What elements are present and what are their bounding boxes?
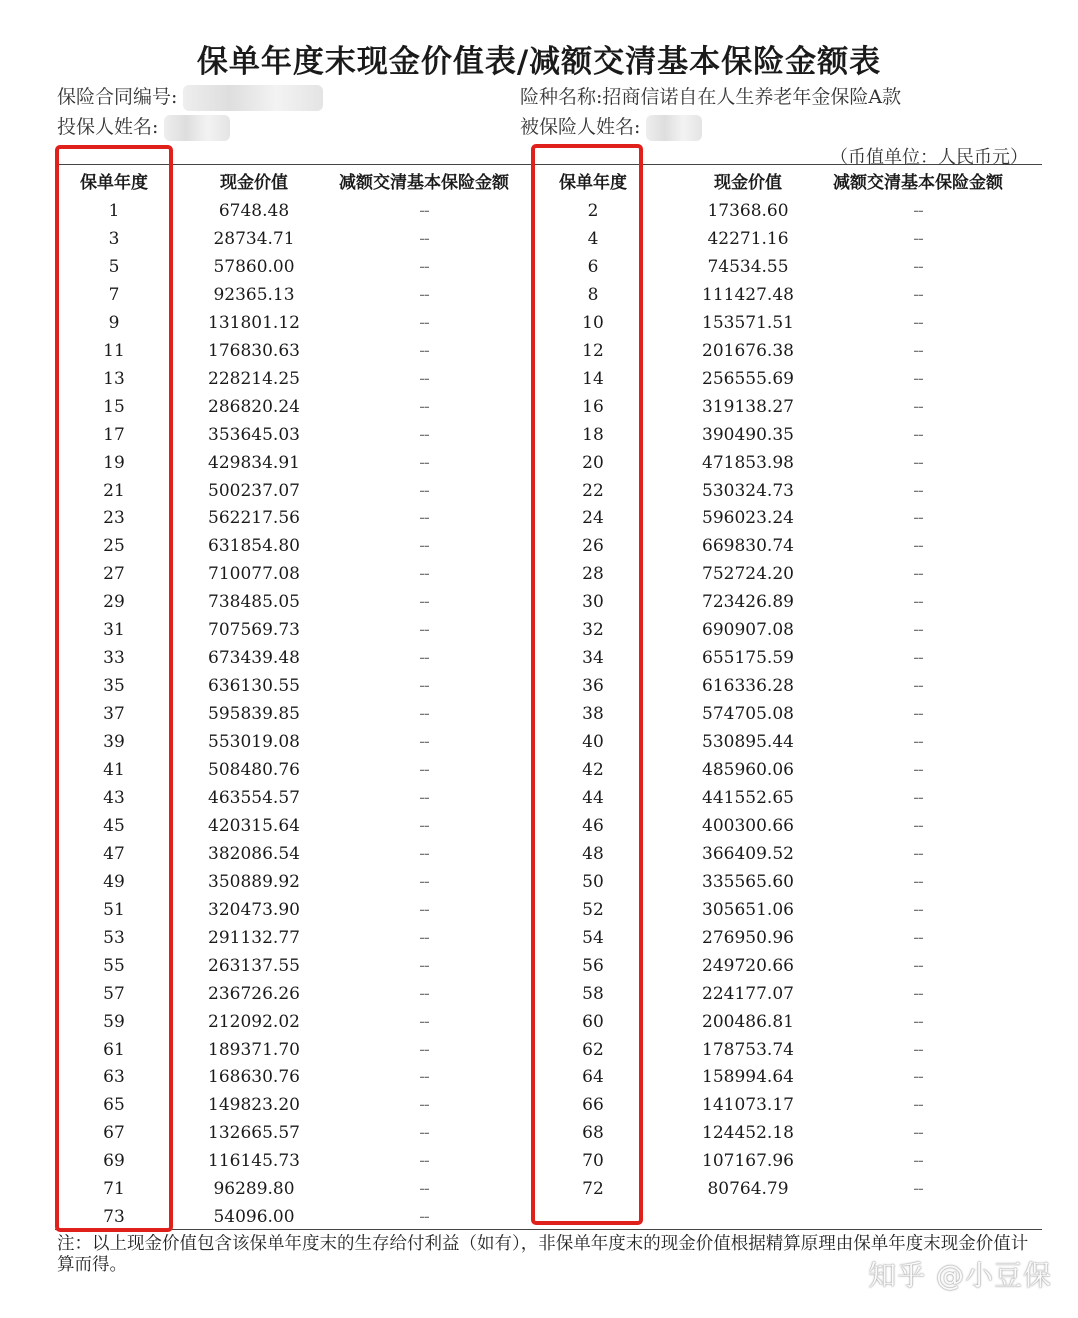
- right-cash-value-cell: 596023.24: [702, 508, 794, 529]
- right-cash-value-cell: 723426.89: [702, 592, 794, 613]
- right-cash-value-cell: 752724.20: [702, 564, 794, 585]
- left-reduced-amount-cell: --: [419, 1067, 429, 1088]
- left-policy-year-cell: 59: [103, 1011, 125, 1032]
- left-policy-year-cell: 1: [108, 201, 120, 221]
- right-reduced-amount-cell: --: [913, 396, 923, 417]
- left-policy-year-cell: 61: [103, 1039, 125, 1060]
- right-cash-value-cell: 201676.38: [702, 340, 794, 361]
- left-reduced-amount-cell: --: [419, 508, 429, 529]
- left-cash-value-cell: 286820.24: [208, 396, 300, 417]
- right-policy-year-cell: 6: [587, 256, 599, 277]
- right-reduced-amount-cell: --: [913, 676, 923, 697]
- left-policy-year-cell: 9: [108, 312, 120, 333]
- left-reduced-amount-cell: --: [419, 1039, 429, 1060]
- left-policy-year-cell: 55: [103, 955, 125, 976]
- header-year-right: 保单年度: [559, 173, 627, 193]
- right-policy-year-cell: 54: [582, 927, 604, 948]
- left-policy-year-cell: 37: [103, 704, 125, 725]
- left-reduced-amount-cell: --: [419, 480, 429, 501]
- left-reduced-amount-cell: --: [419, 927, 429, 948]
- right-policy-year-cell: 22: [582, 480, 604, 501]
- product-value: 招商信诺自在人生养老年金保险A款: [602, 86, 902, 108]
- right-reduced-amount-cell: --: [913, 368, 923, 389]
- left-reduced-amount-cell: --: [419, 592, 429, 613]
- right-policy-year-cell: 8: [587, 284, 599, 305]
- left-reduced-amount-cell: --: [419, 1011, 429, 1032]
- left-policy-year-cell: 17: [103, 424, 125, 445]
- redacted-insured: [646, 115, 702, 141]
- left-reduced-amount-cell: --: [419, 787, 429, 808]
- left-policy-year-cell: 47: [103, 843, 125, 864]
- contract-no-row: [57, 82, 323, 111]
- left-cash-value-cell: 631854.80: [208, 536, 300, 557]
- currency-unit: （币值单位：人民币元）: [830, 147, 1028, 168]
- left-reduced-amount-cell: --: [419, 843, 429, 864]
- left-reduced-amount-cell: --: [419, 620, 429, 641]
- right-cash-value-cell: 530324.73: [702, 480, 794, 501]
- right-reduced-amount-cell: --: [913, 732, 923, 753]
- left-cash-value-cell: 636130.55: [208, 676, 300, 697]
- right-reduced-amount-cell: --: [913, 424, 923, 445]
- left-reduced-amount-cell: --: [419, 760, 429, 780]
- right-policy-year-cell: 12: [582, 340, 604, 361]
- left-cash-value-cell: 149823.20: [208, 1095, 300, 1116]
- right-policy-year-cell: 50: [582, 871, 604, 892]
- right-reduced-amount-cell: --: [913, 648, 923, 669]
- right-policy-year-cell: 68: [582, 1123, 604, 1144]
- left-cash-value-cell: 131801.12: [208, 312, 300, 333]
- header-reduced-right: 减额交清基本保险金额: [833, 173, 1003, 193]
- left-policy-year-cell: 73: [103, 1207, 125, 1228]
- left-policy-year-cell: 29: [103, 592, 125, 613]
- right-reduced-amount-cell: --: [913, 760, 923, 780]
- left-cash-value-cell: 500237.07: [208, 480, 300, 501]
- left-reduced-amount-cell: --: [419, 564, 429, 585]
- left-cash-value-cell: 320473.90: [208, 899, 300, 920]
- left-policy-year-cell: 31: [103, 620, 125, 641]
- right-policy-year-cell: 64: [582, 1067, 604, 1088]
- left-policy-year-cell: 57: [103, 983, 125, 1004]
- left-reduced-amount-cell: --: [419, 815, 429, 836]
- left-cash-value-cell: 353645.03: [208, 424, 300, 445]
- left-cash-value-cell: 28734.71: [213, 228, 295, 249]
- left-cash-value-cell: 96289.80: [213, 1179, 295, 1200]
- right-reduced-amount-cell: --: [913, 620, 923, 641]
- right-reduced-amount-cell: --: [913, 1179, 923, 1200]
- left-cash-value-cell: 236726.26: [208, 983, 300, 1004]
- left-reduced-amount-cell: --: [419, 368, 429, 389]
- left-reduced-amount-cell: --: [419, 284, 429, 305]
- left-cash-value-cell: 132665.57: [208, 1123, 300, 1144]
- right-policy-year-cell: 26: [582, 536, 604, 557]
- left-reduced-amount-cell: --: [419, 340, 429, 361]
- redacted-contract-no: [183, 85, 323, 111]
- left-reduced-amount-cell: --: [419, 256, 429, 277]
- redacted-policyholder: [164, 115, 230, 141]
- left-reduced-amount-cell: --: [419, 871, 429, 892]
- right-policy-year-cell: 58: [582, 983, 604, 1004]
- watermark: 知乎 @小豆保: [868, 1259, 1052, 1292]
- left-cash-value-cell: 176830.63: [208, 340, 300, 361]
- right-policy-year-cell: 18: [582, 424, 604, 445]
- right-policy-year-cell: 24: [582, 508, 604, 529]
- right-cash-value-cell: 178753.74: [702, 1039, 794, 1060]
- right-cash-value-cell: 574705.08: [702, 704, 794, 725]
- left-policy-year-cell: 13: [103, 368, 125, 389]
- header-cash-left: 现金价值: [220, 173, 288, 193]
- insured-label: 被保险人姓名:: [520, 116, 641, 138]
- right-reduced-amount-cell: --: [913, 592, 923, 613]
- right-cash-value-cell: 305651.06: [702, 899, 794, 920]
- right-cash-value-cell: 153571.51: [702, 312, 794, 333]
- left-policy-year-cell: 19: [103, 452, 125, 473]
- right-policy-year-cell: 30: [582, 592, 604, 613]
- right-cash-value-cell: 530895.44: [702, 732, 794, 753]
- left-policy-year-cell: 39: [103, 732, 125, 753]
- left-reduced-amount-cell: --: [419, 312, 429, 333]
- left-cash-value-cell: 57860.00: [213, 256, 295, 277]
- right-policy-year-cell: 40: [582, 732, 604, 753]
- product-label: 险种名称:: [520, 86, 603, 108]
- right-cash-value-cell: 17368.60: [707, 201, 789, 221]
- right-reduced-amount-cell: --: [913, 927, 923, 948]
- left-policy-year-cell: 65: [103, 1095, 125, 1116]
- left-policy-year-cell: 23: [103, 508, 125, 529]
- right-policy-year-cell: 32: [582, 620, 604, 641]
- header-year-left: 保单年度: [80, 173, 148, 193]
- left-policy-year-cell: 15: [103, 396, 125, 417]
- left-cash-value-cell: 168630.76: [208, 1067, 300, 1088]
- left-policy-year-cell: 35: [103, 676, 125, 697]
- left-policy-year-cell: 27: [103, 564, 125, 585]
- left-cash-value-cell: 673439.48: [208, 648, 300, 669]
- right-reduced-amount-cell: --: [913, 284, 923, 305]
- right-reduced-amount-cell: --: [913, 228, 923, 249]
- left-reduced-amount-cell: --: [419, 1179, 429, 1200]
- right-cash-value-cell: 158994.64: [702, 1067, 794, 1088]
- left-policy-year-cell: 25: [103, 536, 125, 557]
- right-reduced-amount-cell: --: [913, 955, 923, 976]
- right-policy-year-cell: 46: [582, 815, 604, 836]
- highlight-box-left: [55, 145, 173, 1232]
- right-cash-value-cell: 74534.55: [707, 256, 789, 277]
- right-policy-year-cell: 38: [582, 704, 604, 725]
- right-policy-year-cell: 66: [582, 1095, 604, 1116]
- left-reduced-amount-cell: --: [419, 732, 429, 753]
- header-cash-right: 现金价值: [714, 173, 782, 193]
- left-reduced-amount-cell: --: [419, 201, 429, 221]
- right-policy-year-cell: 72: [582, 1179, 604, 1200]
- right-cash-value-cell: 400300.66: [702, 815, 794, 836]
- right-policy-year-cell: 34: [582, 648, 604, 669]
- right-cash-value-cell: 690907.08: [702, 620, 794, 641]
- left-reduced-amount-cell: --: [419, 648, 429, 669]
- right-policy-year-cell: 36: [582, 676, 604, 697]
- left-policy-year-cell: 45: [103, 815, 125, 836]
- right-cash-value-cell: 669830.74: [702, 536, 794, 557]
- right-cash-value-cell: 441552.65: [702, 787, 794, 808]
- left-reduced-amount-cell: --: [419, 1151, 429, 1172]
- left-policy-year-cell: 53: [103, 927, 125, 948]
- left-policy-year-cell: 33: [103, 648, 125, 669]
- right-policy-year-cell: 10: [582, 312, 604, 333]
- right-reduced-amount-cell: --: [913, 508, 923, 529]
- right-policy-year-cell: 2: [587, 201, 599, 221]
- left-cash-value-cell: 6748.48: [218, 201, 290, 221]
- left-policy-year-cell: 43: [103, 787, 125, 808]
- left-policy-year-cell: 51: [103, 899, 125, 920]
- product-row: [520, 82, 901, 109]
- left-reduced-amount-cell: --: [419, 676, 429, 697]
- left-cash-value-cell: 710077.08: [208, 564, 300, 585]
- right-reduced-amount-cell: --: [913, 480, 923, 501]
- right-reduced-amount-cell: --: [913, 787, 923, 808]
- left-cash-value-cell: 562217.56: [208, 508, 300, 529]
- right-reduced-amount-cell: --: [913, 843, 923, 864]
- right-cash-value-cell: 200486.81: [702, 1011, 794, 1032]
- right-reduced-amount-cell: --: [913, 871, 923, 892]
- left-cash-value-cell: 212092.02: [208, 1011, 300, 1032]
- left-policy-year-cell: 5: [108, 256, 120, 277]
- left-policy-year-cell: 63: [103, 1067, 125, 1088]
- right-reduced-amount-cell: --: [913, 536, 923, 557]
- right-cash-value-cell: 224177.07: [702, 983, 794, 1004]
- right-reduced-amount-cell: --: [913, 1151, 923, 1172]
- left-policy-year-cell: 3: [108, 228, 120, 249]
- right-cash-value-cell: 616336.28: [702, 676, 794, 697]
- left-reduced-amount-cell: --: [419, 1207, 429, 1228]
- left-cash-value-cell: 707569.73: [208, 620, 300, 641]
- right-policy-year-cell: 20: [582, 452, 604, 473]
- right-cash-value-cell: 249720.66: [702, 955, 794, 976]
- left-reduced-amount-cell: --: [419, 536, 429, 557]
- left-cash-value-cell: 228214.25: [208, 368, 300, 389]
- left-reduced-amount-cell: --: [419, 1095, 429, 1116]
- right-cash-value-cell: 80764.79: [707, 1179, 789, 1200]
- right-cash-value-cell: 485960.06: [702, 760, 794, 780]
- left-reduced-amount-cell: --: [419, 1123, 429, 1144]
- right-reduced-amount-cell: --: [913, 564, 923, 585]
- right-reduced-amount-cell: --: [913, 1067, 923, 1088]
- left-reduced-amount-cell: --: [419, 228, 429, 249]
- right-policy-year-cell: 62: [582, 1039, 604, 1060]
- right-reduced-amount-cell: --: [913, 983, 923, 1004]
- left-cash-value-cell: 429834.91: [208, 452, 300, 473]
- left-cash-value-cell: 508480.76: [208, 760, 300, 780]
- left-reduced-amount-cell: --: [419, 899, 429, 920]
- right-cash-value-cell: 335565.60: [702, 871, 794, 892]
- right-policy-year-cell: 48: [582, 843, 604, 864]
- left-reduced-amount-cell: --: [419, 424, 429, 445]
- left-cash-value-cell: 463554.57: [208, 787, 300, 808]
- left-reduced-amount-cell: --: [419, 452, 429, 473]
- right-cash-value-cell: 107167.96: [702, 1151, 794, 1172]
- left-policy-year-cell: 71: [103, 1179, 125, 1200]
- right-policy-year-cell: 52: [582, 899, 604, 920]
- contract-no-label: 保险合同编号:: [57, 86, 178, 108]
- left-cash-value-cell: 738485.05: [208, 592, 300, 613]
- right-policy-year-cell: 16: [582, 396, 604, 417]
- highlight-box-right: [531, 144, 643, 1225]
- insured-row: [520, 112, 702, 141]
- left-cash-value-cell: 553019.08: [208, 732, 300, 753]
- left-cash-value-cell: 92365.13: [213, 284, 295, 305]
- right-policy-year-cell: 44: [582, 787, 604, 808]
- left-policy-year-cell: 11: [103, 340, 125, 361]
- right-reduced-amount-cell: --: [913, 1039, 923, 1060]
- right-reduced-amount-cell: --: [913, 1011, 923, 1032]
- right-cash-value-cell: 471853.98: [702, 452, 794, 473]
- right-cash-value-cell: 256555.69: [702, 368, 794, 389]
- right-policy-year-cell: 60: [582, 1011, 604, 1032]
- right-reduced-amount-cell: --: [913, 256, 923, 277]
- right-cash-value-cell: 276950.96: [702, 927, 794, 948]
- right-cash-value-cell: 319138.27: [702, 396, 794, 417]
- left-policy-year-cell: 67: [103, 1123, 125, 1144]
- right-policy-year-cell: 70: [582, 1151, 604, 1172]
- right-cash-value-cell: 124452.18: [702, 1123, 794, 1144]
- right-cash-value-cell: 655175.59: [702, 648, 794, 669]
- right-reduced-amount-cell: --: [913, 452, 923, 473]
- right-policy-year-cell: 28: [582, 564, 604, 585]
- left-reduced-amount-cell: --: [419, 955, 429, 976]
- right-reduced-amount-cell: --: [913, 1095, 923, 1116]
- left-policy-year-cell: 69: [103, 1151, 125, 1172]
- left-policy-year-cell: 7: [108, 284, 120, 305]
- right-reduced-amount-cell: --: [913, 201, 923, 221]
- right-reduced-amount-cell: --: [913, 815, 923, 836]
- right-cash-value-cell: 390490.35: [702, 424, 794, 445]
- right-cash-value-cell: 141073.17: [702, 1095, 794, 1116]
- left-cash-value-cell: 291132.77: [208, 927, 300, 948]
- right-cash-value-cell: 366409.52: [702, 843, 794, 864]
- left-cash-value-cell: 189371.70: [208, 1039, 300, 1060]
- right-policy-year-cell: 56: [582, 955, 604, 976]
- right-reduced-amount-cell: --: [913, 1123, 923, 1144]
- policyholder-row: [57, 112, 230, 141]
- footnote: 注：以上现金价值包含该保单年度末的生存给付利益（如有），非保单年度末的现金价值根据精算原理由保单年度末现金价值计算而得。: [57, 1234, 1029, 1275]
- policyholder-label: 投保人姓名:: [57, 116, 159, 138]
- left-policy-year-cell: 49: [103, 871, 125, 892]
- page-title: 保单年度末现金价值表/减额交清基本保险金额表: [196, 44, 882, 80]
- left-cash-value-cell: 420315.64: [208, 815, 300, 836]
- right-reduced-amount-cell: --: [913, 312, 923, 333]
- left-policy-year-cell: 41: [103, 760, 125, 780]
- left-policy-year-cell: 21: [103, 480, 125, 501]
- right-reduced-amount-cell: --: [913, 340, 923, 361]
- right-reduced-amount-cell: --: [913, 899, 923, 920]
- header-reduced-left: 减额交清基本保险金额: [339, 173, 509, 193]
- right-policy-year-cell: 42: [582, 760, 604, 780]
- left-reduced-amount-cell: --: [419, 704, 429, 725]
- left-cash-value-cell: 263137.55: [208, 955, 300, 976]
- left-cash-value-cell: 350889.92: [208, 871, 300, 892]
- left-cash-value-cell: 116145.73: [208, 1151, 300, 1172]
- right-policy-year-cell: 14: [582, 368, 604, 389]
- left-cash-value-cell: 595839.85: [208, 704, 300, 725]
- left-reduced-amount-cell: --: [419, 396, 429, 417]
- left-cash-value-cell: 54096.00: [213, 1207, 295, 1228]
- left-reduced-amount-cell: --: [419, 983, 429, 1004]
- right-cash-value-cell: 42271.16: [707, 228, 789, 249]
- right-cash-value-cell: 111427.48: [702, 284, 794, 305]
- right-reduced-amount-cell: --: [913, 704, 923, 725]
- right-policy-year-cell: 4: [587, 228, 599, 249]
- left-cash-value-cell: 382086.54: [208, 843, 300, 864]
